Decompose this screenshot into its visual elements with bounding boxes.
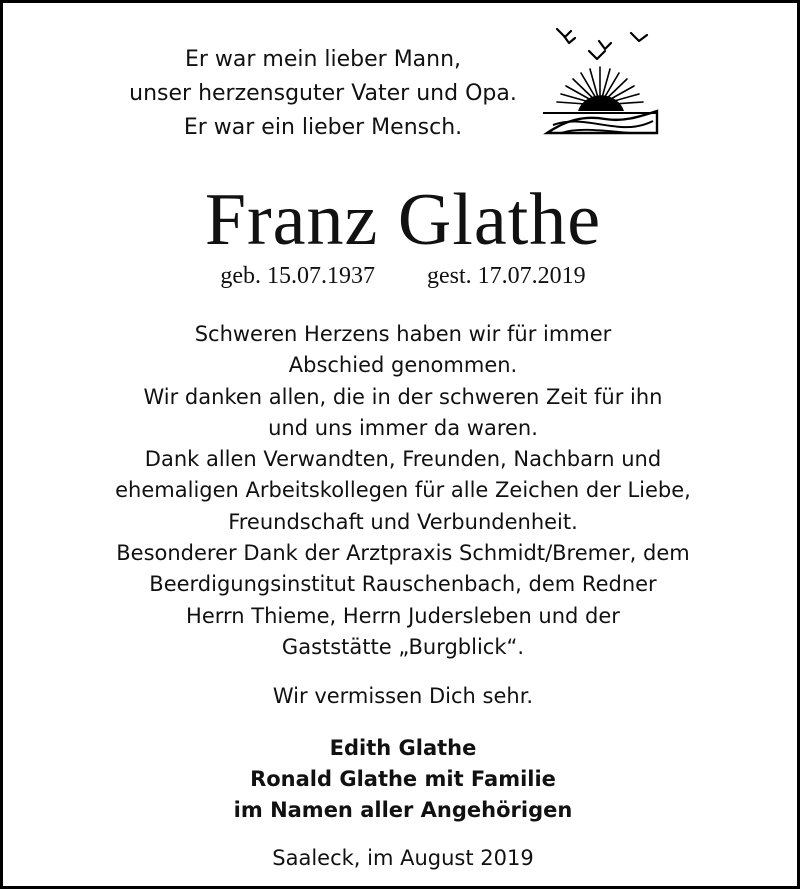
life-dates xyxy=(3,259,800,293)
signer-line: Edith Glathe xyxy=(329,736,477,760)
body-line: ehemaligen Arbeitskollegen für alle Zeichen der Liebe, xyxy=(115,478,691,503)
body-line: Dank allen Verwandten, Freunden, Nachbarn und xyxy=(144,447,662,472)
motto-line: Er war mein lieber Mann, xyxy=(184,47,462,72)
death-date: gest. 17.07.2019 xyxy=(426,263,586,289)
birth-date: geb. 15.07.1937 xyxy=(220,263,375,289)
body-line: Beerdigungsinstitut Rauschenbach, dem Redner xyxy=(149,572,657,597)
signer-line: Ronald Glathe mit Familie xyxy=(250,767,556,791)
body-line: Freundschaft und Verbundenheit. xyxy=(228,509,578,534)
deceased-name: Franz Glathe xyxy=(204,179,602,261)
motto-line: unser herzensguter Vater und Opa. xyxy=(129,81,517,106)
place-and-date: Saaleck, im August 2019 xyxy=(272,846,534,870)
body-line: Herrn Thieme, Herrn Judersleben und der xyxy=(186,603,620,628)
body-line: Abschied genommen. xyxy=(288,353,518,378)
body-line: Gaststätte „Burgblick“. xyxy=(281,634,525,659)
signer-line: im Namen aller Angehörigen xyxy=(233,798,573,822)
signers xyxy=(3,733,800,826)
body-line: Schweren Herzens haben wir für immer xyxy=(194,322,612,346)
sunset-with-birds-icon xyxy=(535,21,665,141)
motto xyxy=(63,43,583,145)
body-line: und uns immer da waren. xyxy=(268,415,538,440)
message-body xyxy=(3,319,800,663)
closing-line: Wir vermissen Dich sehr. xyxy=(272,684,534,708)
body-line: Wir danken allen, die in der schweren Zeit für ihn xyxy=(143,384,663,409)
motto-line: Er war ein lieber Mensch. xyxy=(183,115,463,140)
body-line: Besonderer Dank der Arztpraxis Schmidt/Bremer, dem xyxy=(116,541,690,566)
